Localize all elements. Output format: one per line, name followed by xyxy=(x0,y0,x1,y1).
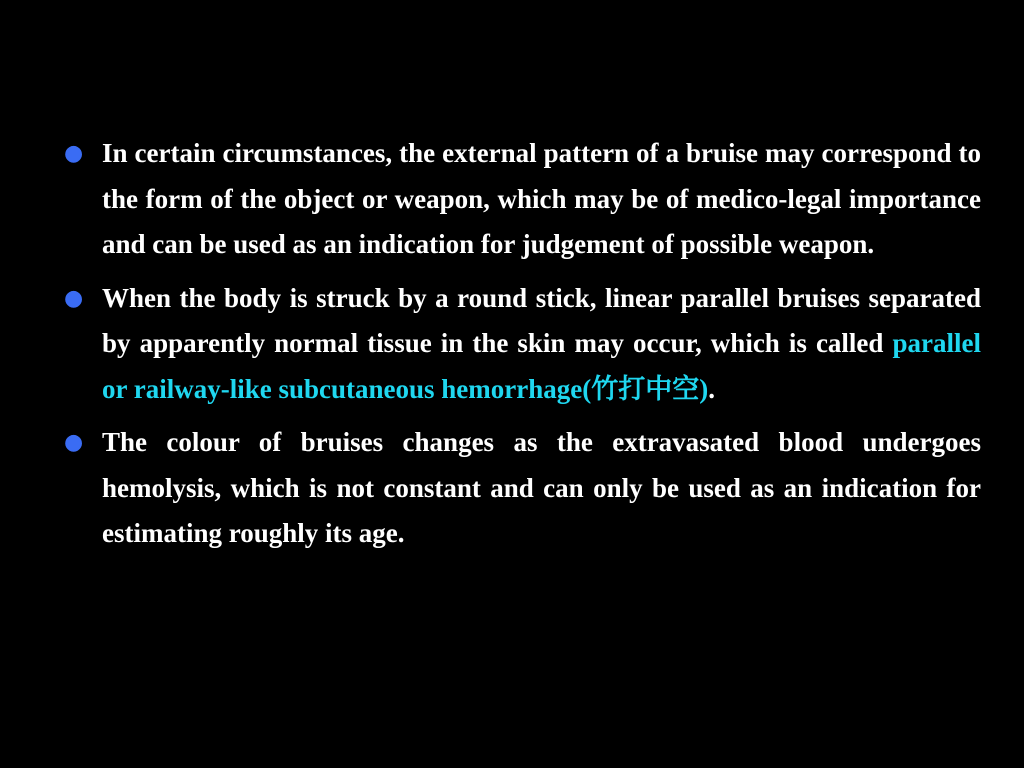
bullet-list xyxy=(58,131,981,565)
bullet-text: When the body is struck by a round stick, linear parallel bruises separated by apparently normal tissue in the skin may occur, which is called xyxy=(102,282,981,358)
bullet-text-end: . xyxy=(708,373,715,404)
bullet-text: The colour of bruises changes as the extravasated blood undergoes hemolysis, which is not constant and can only be used as an indication for estimating roughly its age. xyxy=(102,427,981,548)
bullet-dot-icon: ● xyxy=(64,285,84,311)
highlighted-term: parallel or railway-like subcutaneous hemorrhage(竹打中空) xyxy=(102,328,981,404)
bullet-text: In certain circumstances, the external pattern of a bruise may correspond to the form of the object or weapon, which may be of medico-legal importance and can be used as an indication for judgement of possible weapon. xyxy=(102,138,981,259)
bullet-item-pattern xyxy=(58,131,981,268)
bullet-item-round-stick xyxy=(58,276,981,413)
bullet-dot-icon: ● xyxy=(64,430,84,455)
bullet-item-colour xyxy=(58,420,981,557)
bullet-dot-icon: ● xyxy=(64,141,84,166)
